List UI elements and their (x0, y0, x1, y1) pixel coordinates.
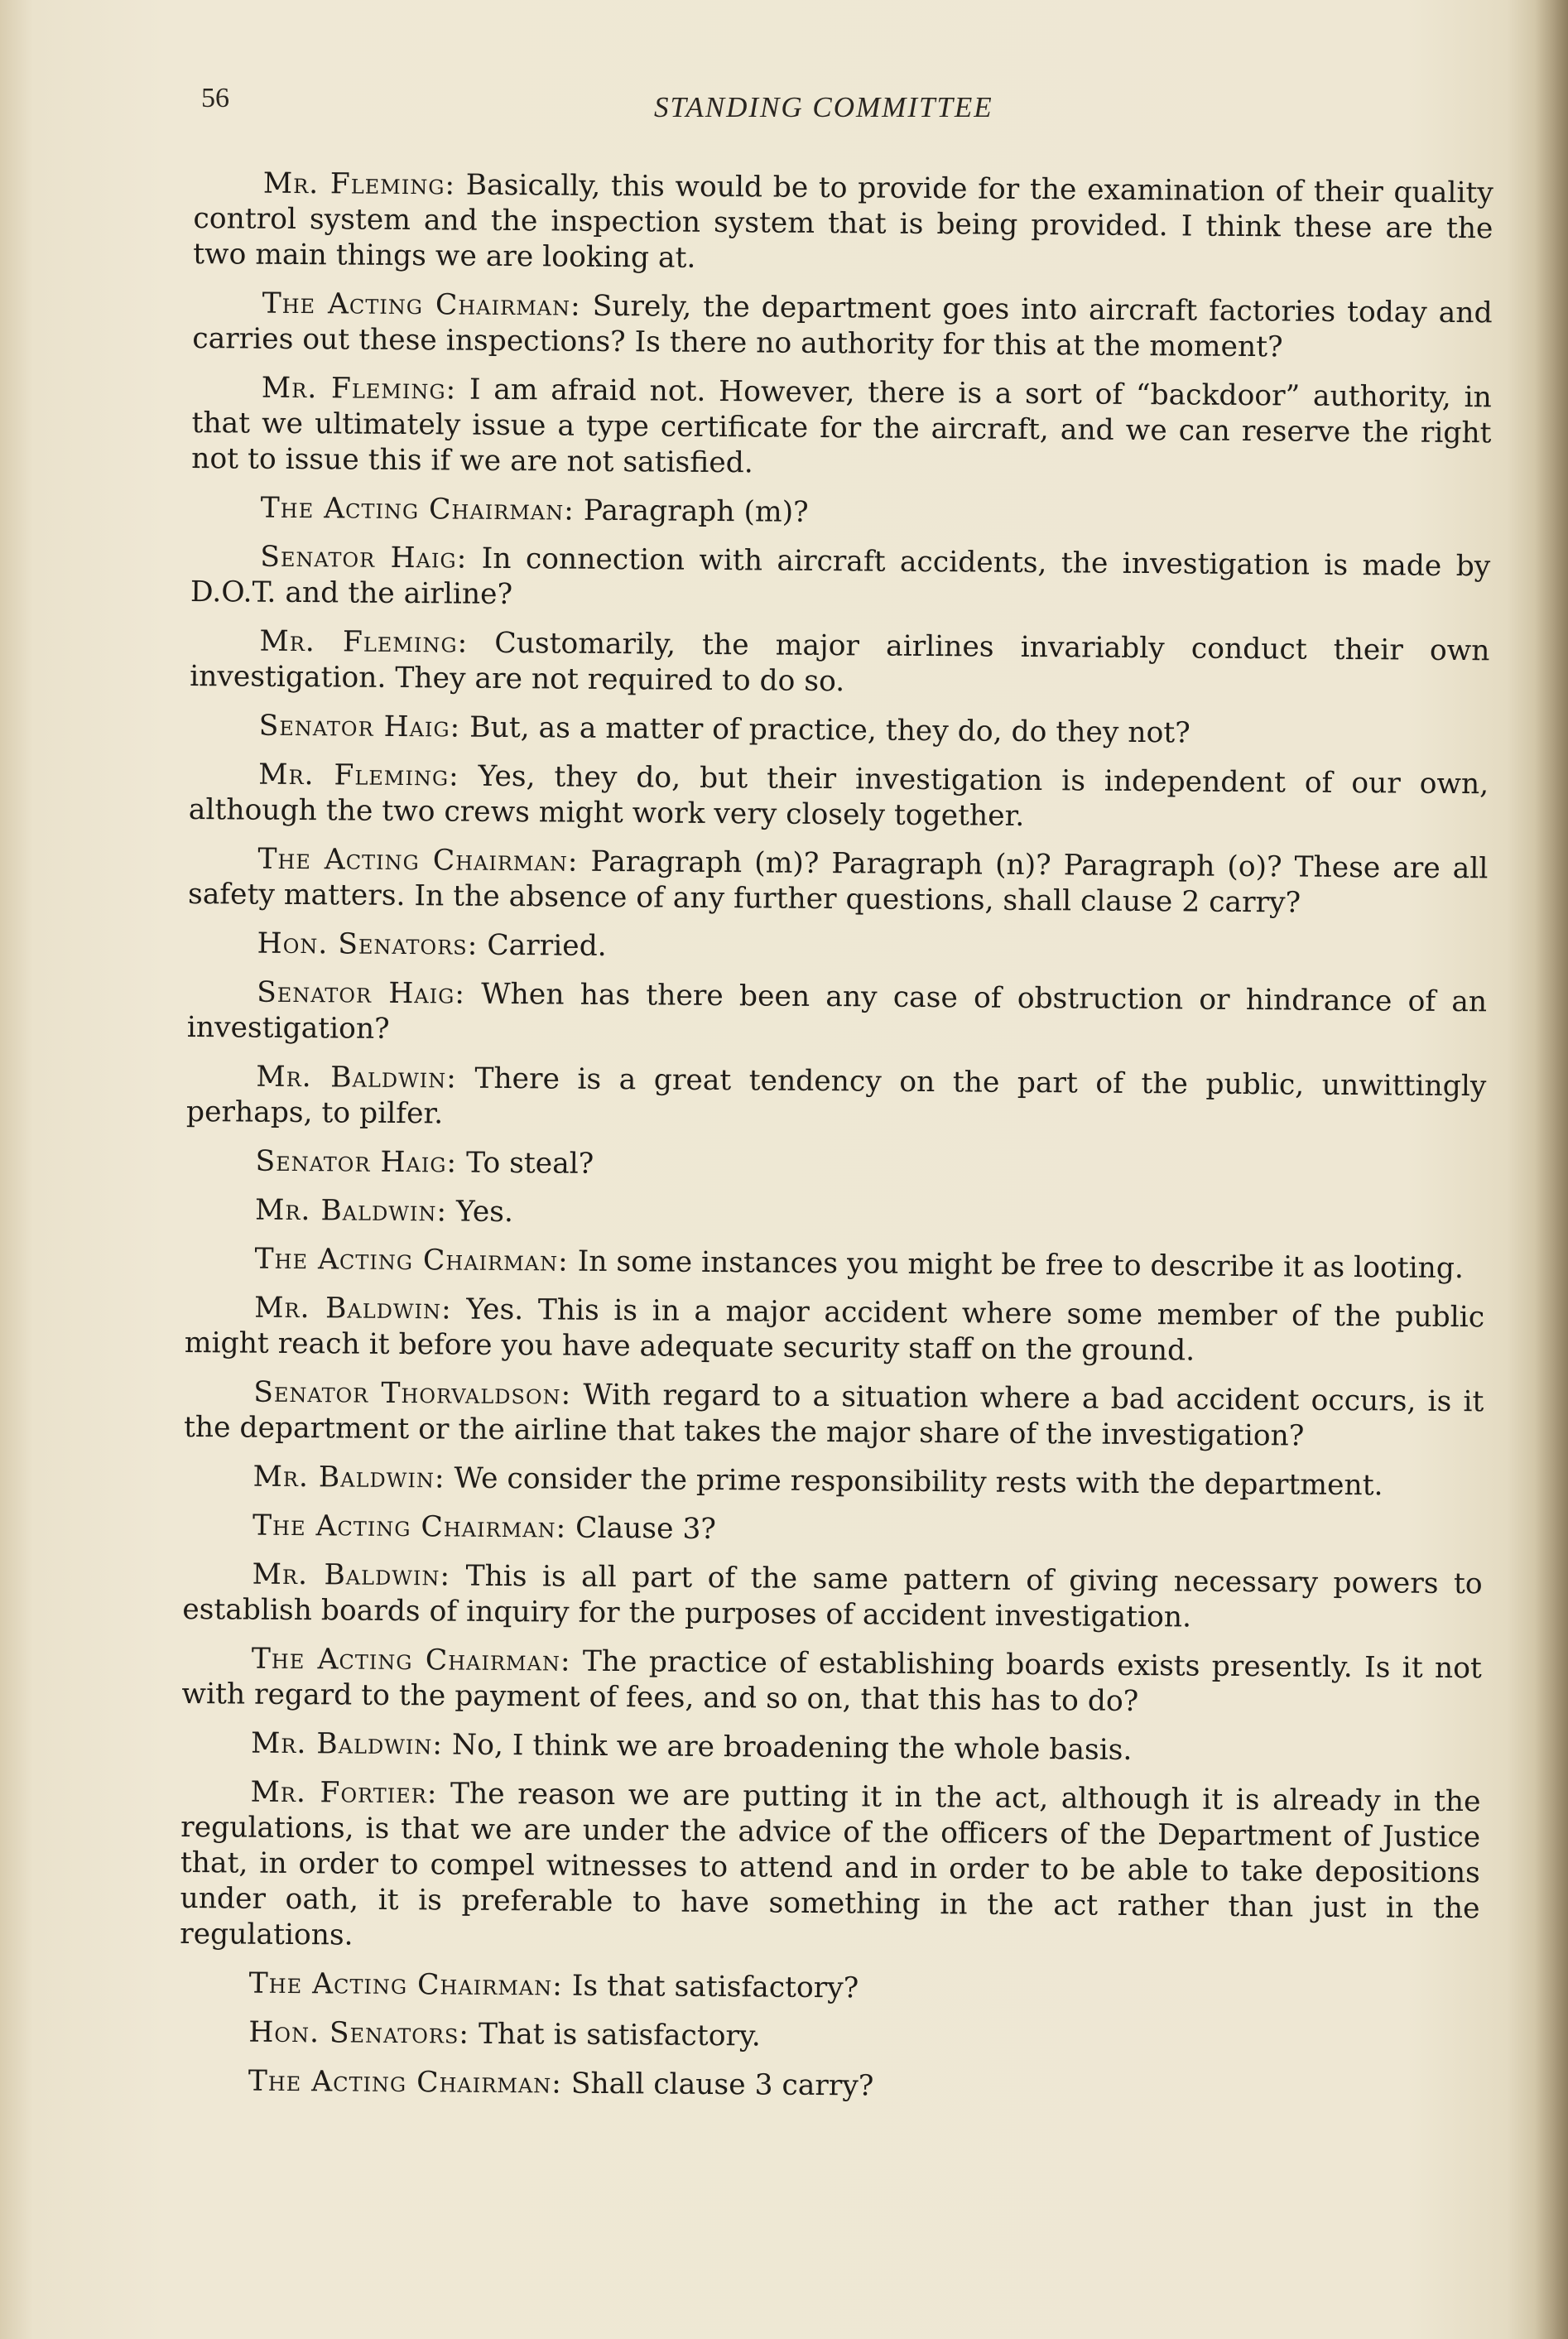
paragraph (188, 841, 1489, 922)
speaker: Mr. Baldwin: (253, 1460, 445, 1495)
speaker: The Acting Chairman: (260, 491, 575, 527)
speaker: The Acting Chairman: (248, 1966, 563, 2003)
paragraph (183, 1508, 1483, 1553)
paragraph (189, 757, 1489, 838)
transcript-body (179, 166, 1493, 2122)
speaker: Hon. Senators: (257, 926, 479, 962)
paragraph (185, 1290, 1485, 1371)
paragraph (186, 1059, 1487, 1140)
speaker: Mr. Baldwin: (254, 1291, 452, 1326)
paragraph (191, 490, 1491, 536)
speech: Surely, the department goes into aircraft factories today and carries out these inspections? Is there no authority for this at the moment? (192, 289, 1493, 364)
speech: When has there been any case of obstruction or hindrance of an investigation? (186, 977, 1488, 1046)
paragraph (185, 1241, 1484, 1287)
speaker: Senator Haig: (255, 1144, 458, 1180)
speaker: The Acting Chairman: (257, 842, 579, 878)
book-spine-shadow (1535, 0, 1568, 2339)
speaker: Mr. Baldwin: (250, 1726, 444, 1762)
paragraph (182, 1557, 1483, 1638)
speaker: Mr. Fortier: (250, 1775, 438, 1811)
speaker: The Acting Chairman: (262, 286, 581, 323)
speaker: Mr. Fleming: (261, 371, 457, 407)
paragraph (190, 708, 1489, 753)
speech: To steal? (456, 1146, 594, 1181)
paragraph (193, 166, 1493, 282)
speech: I am afraid not. However, there is a sort of “backdoor” authority, in that we ultimately issue a type certificate for the aircraft, and we can reserve the right not to issue this if we are not satisfied. (191, 373, 1493, 480)
speaker: The Acting Chairman: (252, 1509, 567, 1545)
speech: In some instances you might be free to describe it as looting. (568, 1244, 1465, 1286)
speech: That is satisfactory. (469, 2017, 761, 2053)
paragraph (180, 1966, 1479, 2011)
paragraph (190, 539, 1491, 620)
speaker: The Acting Chairman: (251, 1642, 571, 1678)
speech: Paragraph (m)? (574, 493, 809, 529)
speaker: Senator Thorvaldson: (253, 1375, 572, 1412)
paragraph (179, 2014, 1479, 2060)
paragraph (181, 1725, 1481, 1771)
speech: Shall clause 3 carry? (561, 2067, 874, 2103)
paragraph (179, 2063, 1479, 2109)
paragraph (190, 623, 1490, 705)
speech: No, I think we are broadening the whole basis. (442, 1728, 1133, 1767)
speech: This is all part of the same pattern of giving necessary powers to establish boards of inquiry for the purposes of accident investigation. (182, 1559, 1483, 1634)
speech: Basically, this would be to provide for the examination of their quality control system and the inspection system that is being provided. I think these are the two main things we are looking at. (193, 168, 1493, 275)
speech: But, as a matter of practice, they do, do they not? (460, 710, 1190, 750)
speech: With regard to a situation where a bad accident occurs, is it the department or the airline that takes the major share of the investigation? (183, 1378, 1484, 1453)
speech: Paragraph (m)? Paragraph (n)? Paragraph (o)? These are all safety matters. In the absence of any further questions, shall clause 2 carry? (187, 845, 1489, 920)
speech: Yes, they do, but their investigation is independent of our own, although the two crews might work very closely together. (188, 759, 1489, 833)
paragraph (185, 1192, 1485, 1238)
speaker: Senator Haig: (260, 540, 468, 575)
paragraph (187, 975, 1488, 1056)
speaker: Mr. Fleming: (262, 166, 456, 202)
paragraph (185, 1143, 1485, 1189)
speaker: The Acting Chairman: (248, 2064, 563, 2101)
paragraph (191, 370, 1492, 487)
speaker: Senator Haig: (258, 709, 461, 744)
speaker: Mr. Fleming: (258, 758, 459, 793)
paragraph (181, 1641, 1482, 1722)
paragraph (192, 286, 1493, 367)
paragraph (184, 1374, 1484, 1456)
speaker: Mr. Baldwin: (254, 1193, 448, 1229)
page-number: 56 (201, 83, 229, 113)
speaker: Mr. Baldwin: (256, 1060, 458, 1095)
speech: We consider the prime responsibility rests with the department. (445, 1461, 1383, 1503)
speech: Carried. (478, 928, 607, 963)
speech: Customarily, the major airlines invariably conduct their own investigation. They are not required to do so. (189, 626, 1490, 699)
speech: Clause 3? (566, 1511, 717, 1547)
speech: Yes. (446, 1195, 514, 1230)
speech: Is that satisfactory? (562, 1969, 859, 2005)
paragraph (183, 1459, 1483, 1504)
speech: The practice of establishing boards exists presently. Is it not with regard to the payment of fees, and so on, that this has to do? (181, 1644, 1482, 1719)
paragraph (180, 1774, 1481, 1962)
speech: The reason we are putting it in the act, although it is already in the regulations, is that we are under the advice of the officers of the Department of Justice that, in order to compel witnesses to attend and in order to be able to take depositions under oath, it is preferable to have something in the act rather than just in the regulations. (180, 1777, 1481, 1952)
paragraph (187, 926, 1487, 971)
speaker: The Acting Chairman: (254, 1242, 569, 1278)
speech: Yes. This is in a major accident where some member of the public might reach it before you have adequate security staff on the ground. (184, 1292, 1485, 1368)
speech: There is a great tendency on the part of the public, unwittingly perhaps, to pilfer. (185, 1061, 1487, 1131)
speech: In connection with aircraft accidents, the investigation is made by D.O.T. and the airline? (190, 541, 1491, 612)
running-head: STANDING COMMITTEE (654, 91, 993, 123)
speaker: Hon. Senators: (248, 2015, 470, 2051)
speaker: Senator Haig: (257, 975, 466, 1011)
speaker: Mr. Baldwin: (252, 1557, 451, 1593)
speaker: Mr. Fleming: (259, 624, 469, 660)
